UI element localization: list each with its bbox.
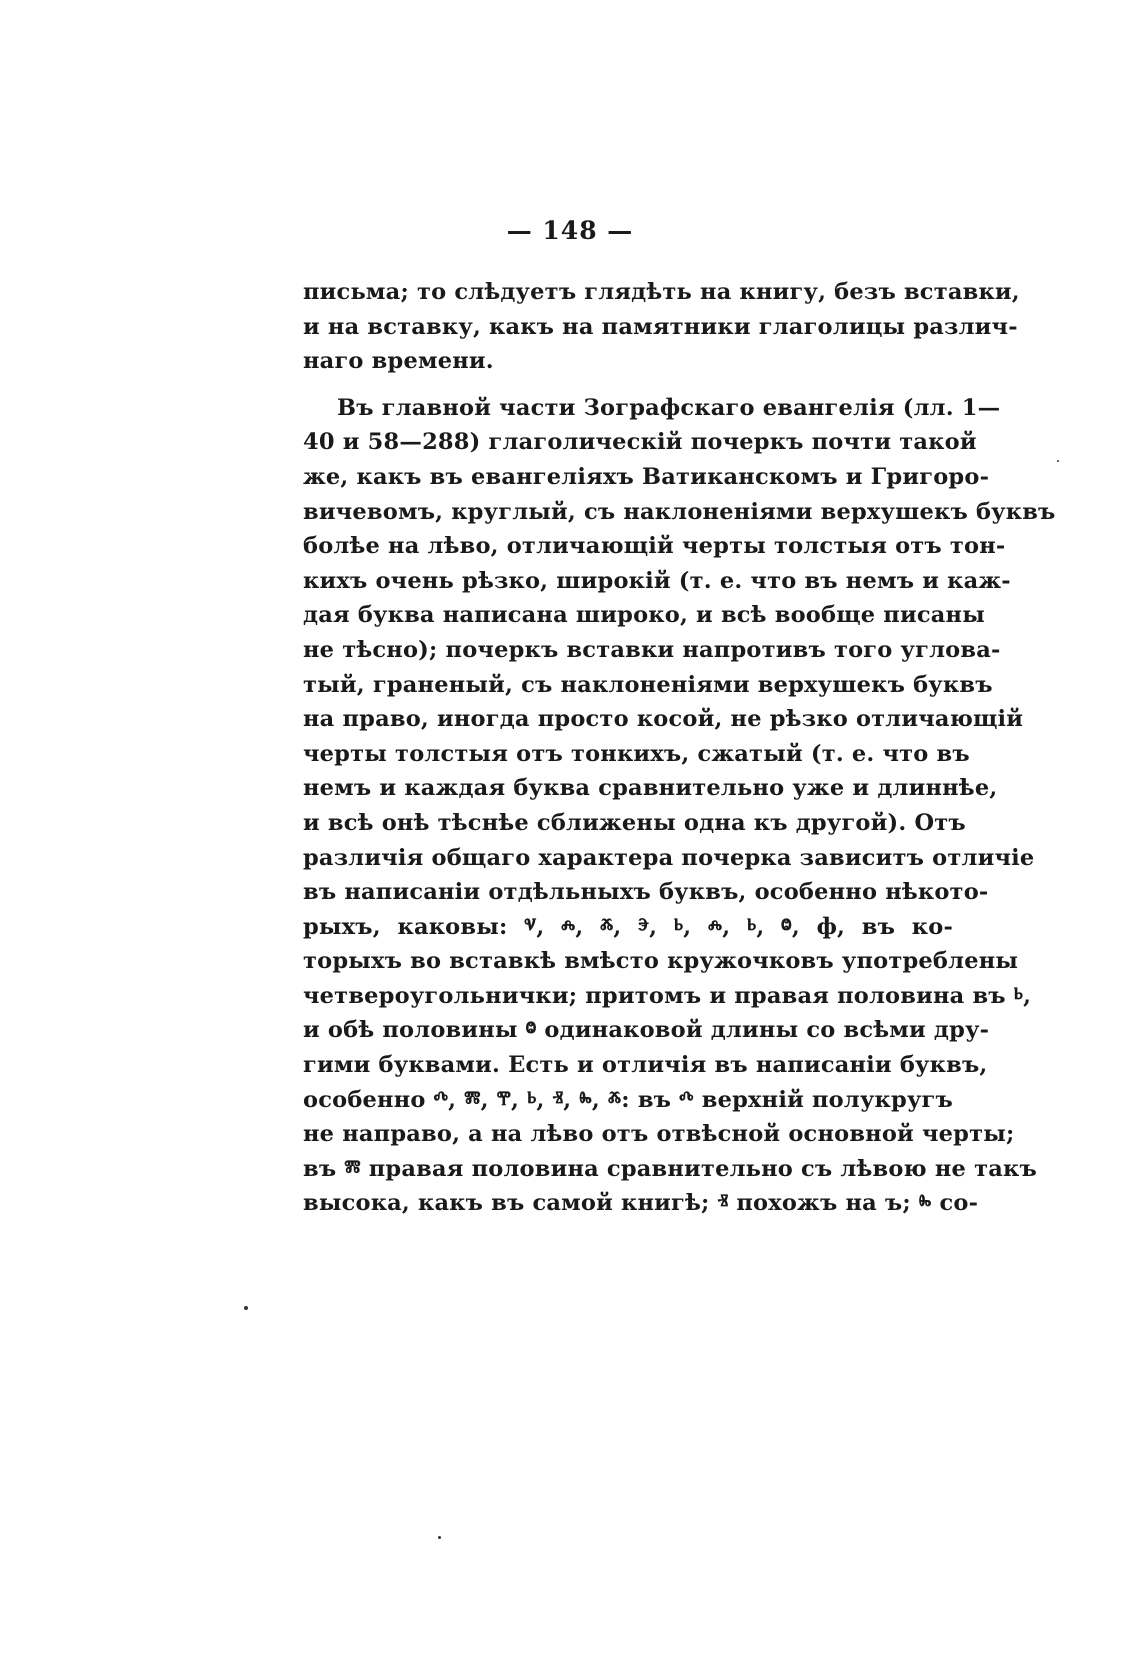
paragraph-gap	[303, 379, 953, 391]
text-line: на право, иногда просто косой, не рѣзко отличающій	[303, 706, 1024, 733]
text-line: въ написаніи отдѣльныхъ буквъ, особенно нѣкото-	[303, 879, 989, 906]
text-line: черты толстыя отъ тонкихъ, сжатый (т. е. что въ	[303, 740, 970, 767]
scan-speck	[244, 1306, 248, 1310]
text-line: вичевомъ, круглый, съ наклоненіями верхушекъ буквъ	[303, 498, 1056, 525]
text-line: болѣе на лѣво, отличающій черты толстыя отъ тон-	[303, 533, 1006, 560]
text-line: 40 и 58—288) глаголическій почеркъ почти такой	[303, 429, 977, 456]
text-line: кихъ очень рѣзко, широкій (т. е. что въ немъ и каж-	[303, 567, 1011, 594]
text-line: четвероугольнички; притомъ и правая половина въ ⱃ,	[303, 982, 1032, 1009]
text-line: и на вставку, какъ на памятники глаголицы различ-	[303, 313, 1018, 340]
text-line: особенно ⰴ, ⰿ, ⰹ, ⱃ, ⱐ, ⰸ, ⰶ: въ ⰴ верхній полукругъ	[303, 1086, 953, 1113]
body-text	[303, 275, 1056, 1221]
text-line: дая буква написана широко, и всѣ вообще писаны	[303, 602, 985, 629]
text-line: и всѣ онѣ тѣснѣе сближены одна къ другой). Отъ	[303, 809, 966, 836]
text-line: не направо, а на лѣво отъ отвѣсной основной черты;	[303, 1121, 1015, 1148]
text-line: въ ⰿ правая половина сравнительно съ лѣвою не такъ	[303, 1155, 1037, 1182]
scan-speck	[438, 1536, 441, 1539]
text-line: тый, граненый, съ наклоненіями верхушекъ буквъ	[303, 671, 993, 698]
text-line: различія общаго характера почерка зависитъ отличіе	[303, 844, 1035, 871]
text-line: гими буквами. Есть и отличія въ написаніи буквъ,	[303, 1052, 988, 1079]
text-line: высока, какъ въ самой книгѣ; ⱐ похожъ на ъ; ⰸ со-	[303, 1190, 979, 1217]
text-line: рыхъ, каковы: ⱌ, ⰾ, ⰶ, ⰵ, ⱃ, ⰾ, ⱃ, ⱉ, ф, въ ко-	[303, 913, 953, 940]
page-number: — 148 —	[506, 216, 634, 245]
text-line: Въ главной части Зографскаго евангелія (лл. 1—	[337, 394, 1001, 421]
text-line: письма; то слѣдуетъ глядѣть на книгу, безъ вставки,	[303, 279, 1020, 305]
scan-speck	[1057, 460, 1059, 462]
text-line: немъ и каждая буква сравнительно уже и длиннѣе,	[303, 775, 998, 802]
text-line: и обѣ половины ⱉ одинаковой длины со всѣми дру-	[303, 1017, 990, 1044]
text-line: же, какъ въ евангеліяхъ Ватиканскомъ и Григоро-	[303, 463, 990, 490]
text-line: торыхъ во вставкѣ вмѣсто кружочковъ употреблены	[303, 948, 1019, 975]
text-line: не тѣсно); почеркъ вставки напротивъ того углова-	[303, 636, 1001, 663]
text-line: наго времени.	[303, 348, 494, 375]
